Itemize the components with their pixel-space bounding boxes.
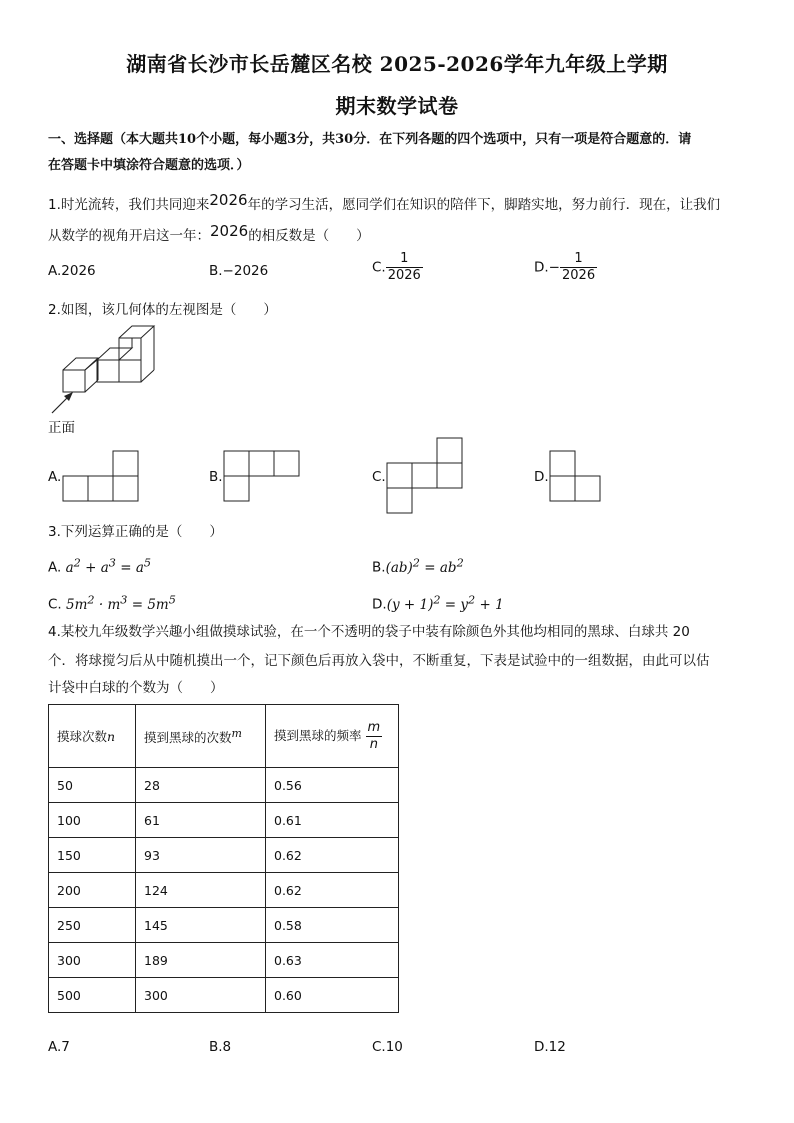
q4-option-c[interactable]: C.10: [372, 1039, 403, 1055]
q2-option-b-label[interactable]: B.: [209, 469, 223, 485]
table-header-row: [49, 705, 399, 768]
math-expression: $5m^2 \cdot m^3 = 5m^5$: [61, 593, 176, 613]
math-expression: $a^2 + a^3 = a^5$: [61, 556, 152, 576]
table-body: [49, 768, 399, 1013]
q2-option-d-label[interactable]: D.: [534, 469, 549, 485]
fraction: $\frac{1}{2026}$: [387, 251, 421, 283]
table-cell: 250: [49, 908, 136, 943]
q1-option-a[interactable]: A.2026: [48, 263, 96, 279]
fraction: $\frac{1}{2026}$: [562, 251, 596, 283]
question-4-line1: 4.某校九年级数学兴趣小组做摸球试验，在一个不透明的袋子中装有除颜色外其他均相同的黑球、白球共 20: [48, 624, 690, 640]
experiment-table: [48, 704, 399, 1013]
table-cell: 0.62: [266, 873, 399, 908]
table-cell: 0.63: [266, 943, 399, 978]
table-row: [49, 768, 399, 803]
exam-subtitle: 期末数学试卷: [335, 94, 459, 118]
q3-option-a[interactable]: A. $a^2 + a^3 = a^5$: [48, 556, 152, 576]
math-expression: $(y + 1)^2 = y^2 + 1$: [386, 593, 504, 613]
table-cell: 300: [136, 978, 266, 1013]
q3-option-c[interactable]: C. $5m^2 \cdot m^3 = 5m^5$: [48, 593, 176, 613]
table-row: [49, 873, 399, 908]
table-cell: 145: [136, 908, 266, 943]
section-heading: 一、选择题（本大题共10个小题，每小题3分，共30分．在下列各题的四个选项中，只有一项是符合题意的．请: [48, 132, 692, 147]
table-cell: 124: [136, 873, 266, 908]
q2-option-b-figure[interactable]: [223, 450, 303, 504]
section-heading-cont: 在答题卡中填涂符合题意的选项．）: [48, 158, 250, 173]
table-row: [49, 803, 399, 838]
question-1-line1: 1.时光流转，我们共同迎来2026年的学习生活，愿同学们在知识的陪伴下，脚踏实地，努力前行．现在，让我们: [48, 191, 721, 213]
table-cell: 28: [136, 768, 266, 803]
table-cell: 61: [136, 803, 266, 838]
q4-option-b[interactable]: B.8: [209, 1039, 232, 1055]
q1-option-c[interactable]: C. $\frac{1}{2026}$: [372, 251, 421, 283]
q3-option-d[interactable]: $D.(y + 1)^2 = y^2 + 1$: [372, 593, 504, 613]
table-cell: 93: [136, 838, 266, 873]
math-expression: $(ab)^2 = ab^2$: [385, 556, 464, 576]
table-cell: 0.61: [266, 803, 399, 838]
table-cell: 0.60: [266, 978, 399, 1013]
q3-option-b[interactable]: $B.(ab)^2 = ab^2$: [372, 556, 464, 576]
q1-option-b[interactable]: B.−2026: [209, 263, 269, 279]
table-cell: 100: [49, 803, 136, 838]
table-cell: 300: [49, 943, 136, 978]
table-cell: 200: [49, 873, 136, 908]
exam-title: 湖南省长沙市长岳麓区名校 2025-2026学年九年级上学期: [126, 52, 668, 76]
header-trials: 摸球次数n: [49, 705, 136, 768]
table-cell: 0.58: [266, 908, 399, 943]
table-cell: 500: [49, 978, 136, 1013]
q2-option-a-label[interactable]: A.: [48, 469, 62, 485]
table-cell: 189: [136, 943, 266, 978]
table-row: [49, 908, 399, 943]
fraction: $\frac{m}{n}$: [367, 719, 381, 752]
front-label: 正面: [48, 420, 75, 436]
table-row: [49, 978, 399, 1013]
table-cell: 150: [49, 838, 136, 873]
q2-option-c-figure[interactable]: [386, 437, 466, 517]
question-1-line2: 从数学的视角开启这一年：2026的相反数是（ ）: [48, 222, 370, 244]
header-black-count: 摸到黑球的次数m: [136, 705, 266, 768]
year-number: 2026: [209, 191, 248, 209]
q4-option-d[interactable]: D.12: [534, 1039, 566, 1055]
table-cell: 0.62: [266, 838, 399, 873]
table-cell: 0.56: [266, 768, 399, 803]
question-3-stem: 3.下列运算正确的是（ ）: [48, 524, 223, 540]
q2-option-c-label[interactable]: C.: [372, 469, 386, 485]
q2-option-a-figure[interactable]: [62, 450, 142, 504]
table-row: [49, 838, 399, 873]
table-cell: 50: [49, 768, 136, 803]
year-number: 2026: [210, 222, 249, 240]
question-4-line2: 个．将球搅匀后从中随机摸出一个，记下颜色后再放入袋中，不断重复，下表是试验中的一组数据，由此可以估: [48, 653, 710, 669]
table-row: [49, 943, 399, 978]
question-2-stem: 2.如图，该几何体的左视图是（ ）: [48, 302, 277, 318]
q1-option-d[interactable]: D.− $\frac{1}{2026}$: [534, 251, 596, 283]
q4-option-a[interactable]: A.7: [48, 1039, 70, 1055]
question-4-line3: 计袋中白球的个数为（ ）: [48, 680, 224, 696]
header-black-frequency: 摸到黑球的频率 $\frac{m}{n}$: [266, 705, 399, 768]
q2-option-d-figure[interactable]: [549, 450, 605, 504]
